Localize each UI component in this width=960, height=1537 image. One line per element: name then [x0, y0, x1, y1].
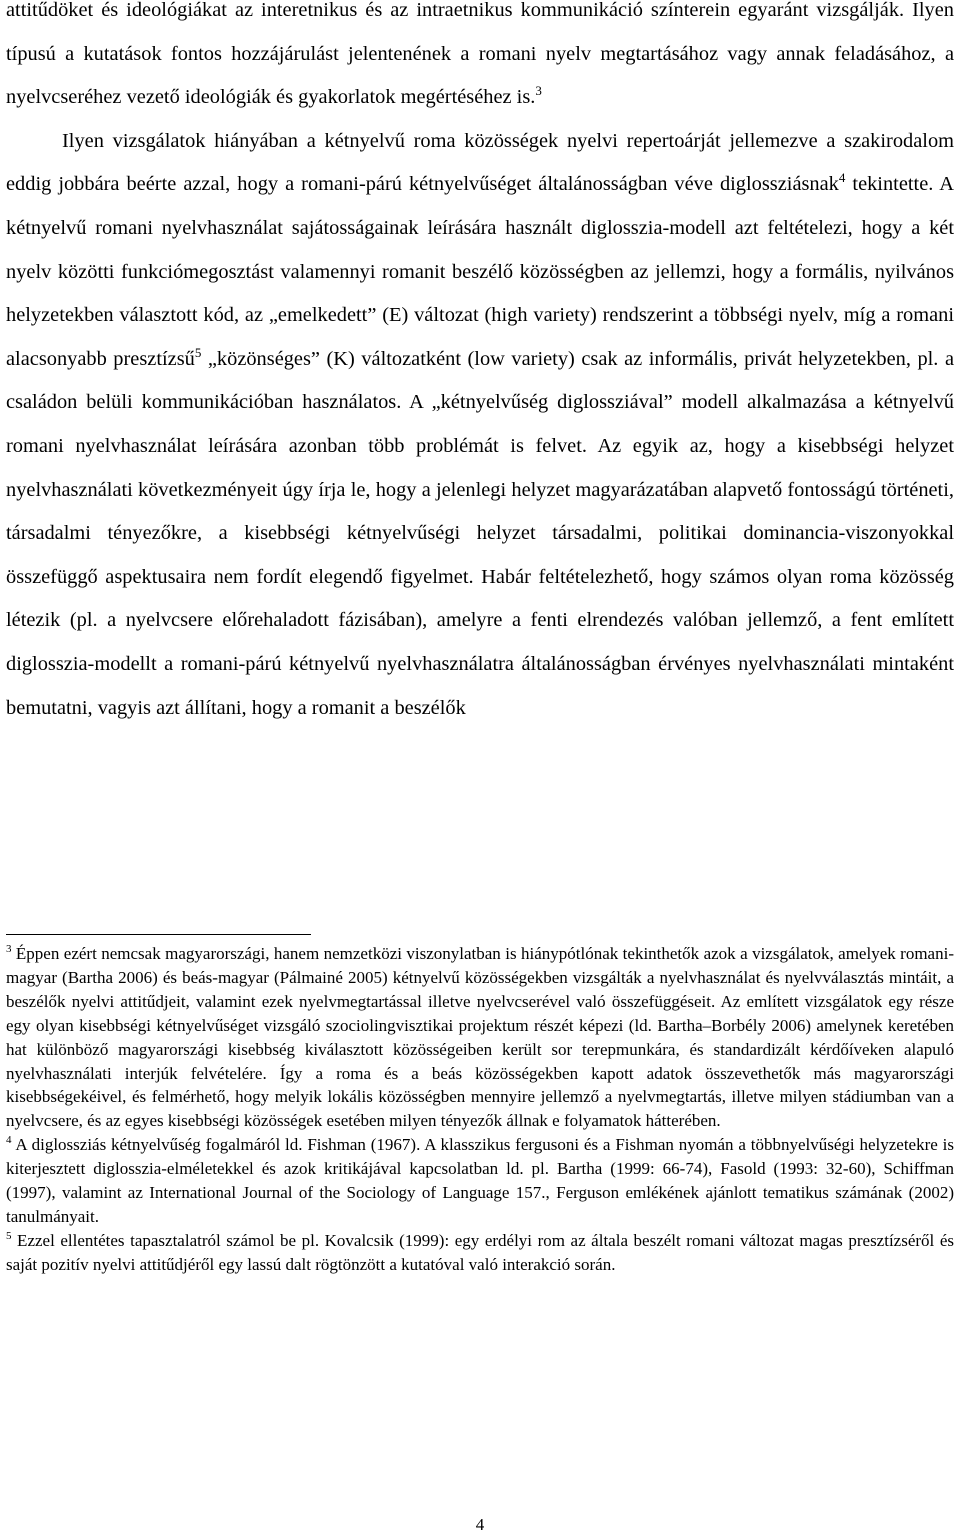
- footnote-text: Éppen ezért nemcsak magyarországi, hanem nemzetközi viszonylatban is hiánypótlónak tekinthetők azok a vizsgálatok, amelyek romani-magyar (Bartha 2006) és beás-magyar (Pálmainé 2005) kétnyelvű közösségekben vizsgálták a nyelvhasználat és nyelvválasztás mintáit, a beszélők nyelvi attitűdjeit, valamint ezek nyelvmegtartással illetve nyelvcserével való összefüggéseit. Az említett vizsgálatok egy része egy olyan kisebbségi kétnyelvűséget vizsgáló szociolingvisztikai projektum részét képezi (ld. Bartha–Borbély 2006) amelynek keretében hat különböző magyarországi kisebbség kiválasztott közösségeiben került sor terepmunkára, és standardizált kérdőíveken alapuló nyelvhasználati interjúk felvételére. Így a roma és a beás közösségekben kapott adatok összevethetők más magyarországi kisebbségekéivel, és felmérhető, hogy melyik lokális közösségben mennyire jellemző a nyelvmegtartás, illetve milyen stádiumban van a nyelvcsere, és az egyes kisebbségi közösségek esetében milyen tényezők állnak e folyamatok hátterében.: [6, 944, 954, 1131]
- footnotes: [6, 942, 954, 1277]
- footnote-number: 4: [6, 1134, 12, 1147]
- body-text: [6, 0, 954, 730]
- footnote-number: 3: [6, 943, 12, 955]
- page-number: 4: [475, 1515, 485, 1534]
- footnote-5: [6, 1229, 954, 1277]
- footnote-ref-5[interactable]: 5: [194, 344, 202, 360]
- footnote-separator: [6, 934, 311, 935]
- footnote-text: A diglossziás kétnyelvűség fogalmáról ld. Fishman (1967). A klasszikus fergusoni és a Fishman nyomán a többnyelvűségi helyzetekre is kiterjesztett diglosszia-elméletekkel és azok kritikájával kapcsolatban ld. pl. Bartha (1999: 66-74), Fasold (1993: 32-60), Schiffman (1997), valamint az International Journal of the Sociology of Language 157., Ferguson emlékének ajánlott tematikus számának (2002) tanulmányait.: [6, 1135, 954, 1226]
- document-page: [6, 0, 954, 1274]
- footnote-4: [6, 1133, 954, 1229]
- paragraph-1-text: attitűdöket és ideológiákat az interetnikus és az intraetnikus kommunikáció színterein egyaránt vizsgálják. Ilyen típusú a kutatások fontos hozzájárulást jelentenének a romani nyelv megtartásához vagy annak feladásához, a nyelvcseréhez vezető ideológiák és gyakorlatok megértéséhez is.: [6, 0, 954, 109]
- paragraph-1: [6, 0, 954, 120]
- footnote-ref-3[interactable]: 3: [535, 83, 542, 99]
- footnote-text: Ezzel ellentétes tapasztalatról számol be pl. Kovalcsik (1999): egy erdélyi rom az általa beszélt romani változat magas presztízséről és saját pozitív nyelvi attitűdjéről egy lassú dalt rögtönzött a kutatóval való interakció során.: [6, 1230, 954, 1274]
- paragraph-2-text-b: tekintette. A kétnyelvű romani nyelvhasználat sajátosságainak leírására használt diglosszia-modell azt feltételezi, hogy a két nyelv közötti funkciómegosztást valamennyi romanit beszélő közösségben az jellemzi, hogy a formális, nyilvános helyzetekben választott kód, az „emelkedett” (E) változat (high variety) rendszerint a többségi nyelv, míg a romani alacsonyabb presztízsű: [6, 173, 954, 370]
- paragraph-2: [6, 120, 954, 730]
- paragraph-2-text-a: Ilyen vizsgálatok hiányában a kétnyelvű roma közösségek nyelvi repertoárját jellemezve a szakirodalom eddig jobbára beérte azzal, hogy a romani-párú kétnyelvűséget általánosságban véve diglossziásnak: [6, 129, 954, 196]
- footnote-ref-4[interactable]: 4: [838, 170, 846, 186]
- footnote-number: 5: [6, 1229, 12, 1242]
- paragraph-2-text-c: „közönséges” (K) változatként (low variety) csak az informális, privát helyzetekben, pl. a családon belüli kommunikációban használatos. A „kétnyelvűség diglossziával” modell alkalmazása a kétnyelvű romani nyelvhasználat leírására azonban több problémát is felvet. Az egyik az, hogy a kisebbségi helyzet nyelvhasználati következményeit úgy írja le, hogy a jelenlegi helyzet magyarázatában alapvető fontosságú történeti, társadalmi tényezőkre, a kisebbségi kétnyelvűségi helyzet társadalmi, politikai dominancia-viszonyokkal összefüggő aspektusaira nem fordít elegendő figyelmet. Habár feltételezhető, hogy számos olyan roma közösség létezik (pl. a nyelvcsere előrehaladott fázisában), amelyre a fenti elrendezés valóban jellemző, a fent említett diglosszia-modellt a romani-párú kétnyelvű nyelvhasználatra általánosságban érvényes nyelvhasználati mintaként bemutatni, vagyis azt állítani, hogy a romanit a beszélők: [6, 347, 954, 719]
- footnote-3: [6, 942, 954, 1133]
